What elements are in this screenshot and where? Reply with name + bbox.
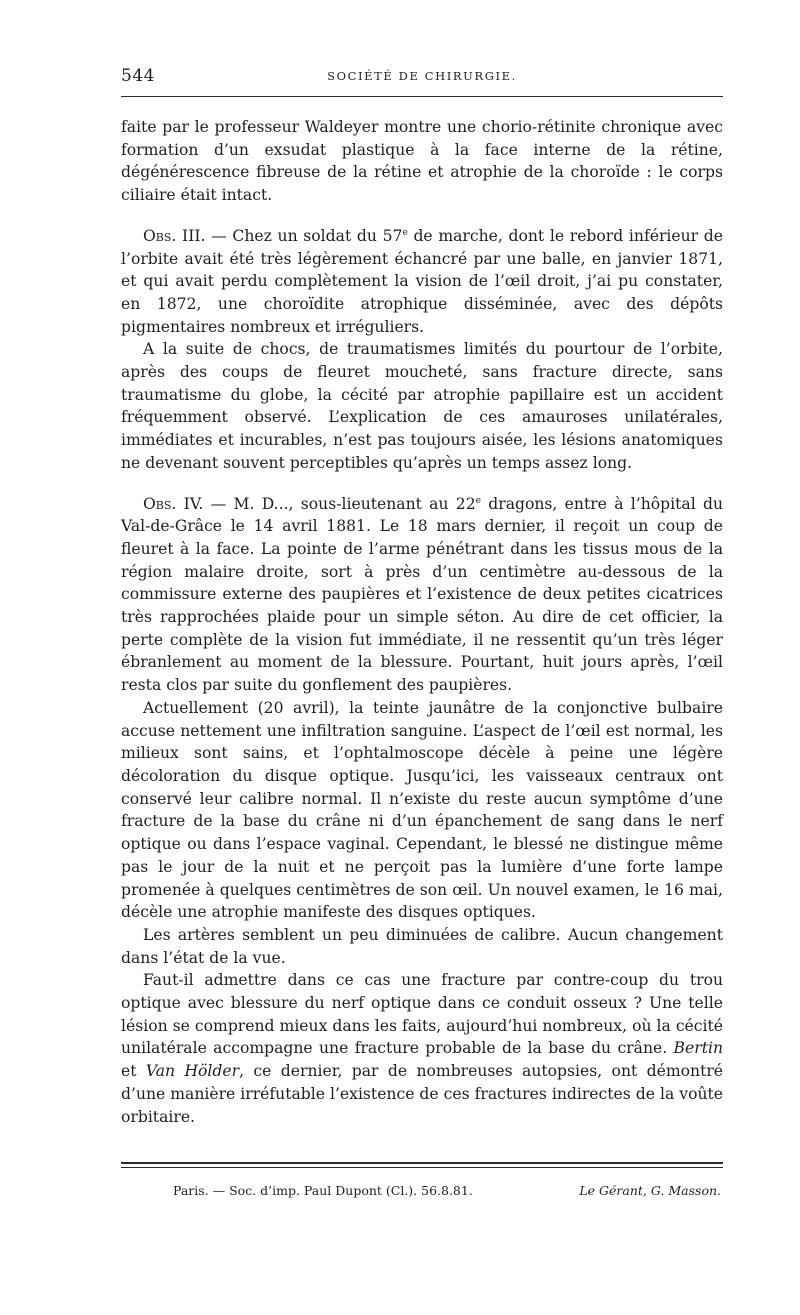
footer-rule-thin (121, 1167, 723, 1168)
footer-rule (121, 1162, 723, 1164)
author-bertin: Bertin (673, 1039, 723, 1058)
paragraph-actuellement: Actuellement (20 avril), la teinte jaunâtre de la conjonctive bulbaire accuse nettement une infiltration sanguine. L’aspect de l’œil est normal, les milieux sont sains, et l’ophtalmoscope décèle à peine une légère décoloration du disque optique. Jusqu’ici, les vaisseaux centraux ont conservé leur calibre normal. Il n’existe du reste aucun symptôme d’une fracture de la base du crâne ni d’un épanchement de sang dans le nerf optique ou dans l’espace vaginal. Cependant, le blessé ne distingue même pas le jour de la nuit et ne perçoit pas la lumière d’une forte lampe promenée à quelques centimètres de son œil. Un nouvel examen, le 16 mai, décèle une atrophie manifeste des disques optiques. (121, 698, 723, 922)
gerant-signature: Le Gérant, G. Masson. (579, 1183, 721, 1198)
paragraph-continuation: faite par le professeur Waldeyer montre une chorio-rétinite chronique avec formation d’un exsudat plastique à la face interne de la rétine, dégénérescence fibreuse de la rétine et atrophie de la choroïde : le corps ciliaire était intact. (121, 118, 723, 205)
page-header (121, 66, 723, 88)
printer-imprint: Paris. — Soc. d’imp. Paul Dupont (Cl.). 56.8.81. (173, 1183, 473, 1198)
paragraph-obs-4: Obs. IV. — M. D..., sous-lieutenant au 22e dragons, entre à l’hôpital du Val-de-Grâce le 14 avril 1881. Le 18 mars dernier, il reçoit un coup de fleuret à la face. La pointe de l’arme pénétrant dans les tissus mous de la région malaire droite, sort à près d’un centimètre au-dessous de la commissure externe des paupières et l’existence de deux petites cicatrices très rapprochées plaide pour un simple séton. Au dire de cet officier, la perte complète de la vision fut immédiate, il ne ressentit qu’un très léger ébranlement au moment de la blessure. Pourtant, huit jours après, l’œil resta clos par suite du gonflement des paupières. (121, 494, 724, 695)
page-footer (121, 1183, 723, 1203)
body-text (121, 116, 723, 1128)
author-van-holder: Van Hölder (145, 1062, 240, 1081)
obs-3-label: Obs. III. (143, 226, 206, 245)
paragraph-chocs: A la suite de chocs, de traumatismes limités du pourtour de l’orbite, après des coups de fleuret moucheté, sans fracture directe, sans traumatisme du globe, la cécité par atrophie papillaire est un accident fréquemment observé. L’explication de ces amauroses unilatérales, immédiates et incurables, n’est pas toujours aisée, les lésions anatomiques ne devenant souvent perceptibles qu’après un temps assez long. (121, 340, 723, 472)
page-number: 544 (121, 66, 155, 86)
header-rule (121, 96, 723, 97)
paragraph-obs-3: Obs. III. — Chez un soldat du 57e de marche, dont le rebord inférieur de l’orbite avait été très légèrement échancré par une balle, en janvier 1871, et qui avait perdu complètement la vision de l’œil droit, j’ai pu constater, en 1872, une choroïdite atrophique disséminée, avec des dépôts pigmentaires nombreux et irréguliers. (121, 226, 723, 336)
paragraph-arteres: Les artères semblent un peu diminuées de calibre. Aucun changement dans l’état de la vue. (121, 925, 723, 967)
paragraph-fracture: Faut-il admettre dans ce cas une fracture par contre-coup du trou optique avec blessure du nerf optique dans ce conduit osseux ? Une telle lésion se comprend mieux dans les faits, aujourd’hui nombreux, où la cécité unilatérale accompagne une fracture probable de la base du crâne. Bertin et Van Hölder, ce dernier, par de nombreuses autopsies, ont démontré d’une manière irréfutable l’existence de ces fractures indirectes de la voûte orbitaire. (121, 971, 724, 1126)
running-title: SOCIÉTÉ DE CHIRURGIE. (327, 69, 517, 83)
obs-4-label: Obs. IV. (143, 494, 204, 513)
